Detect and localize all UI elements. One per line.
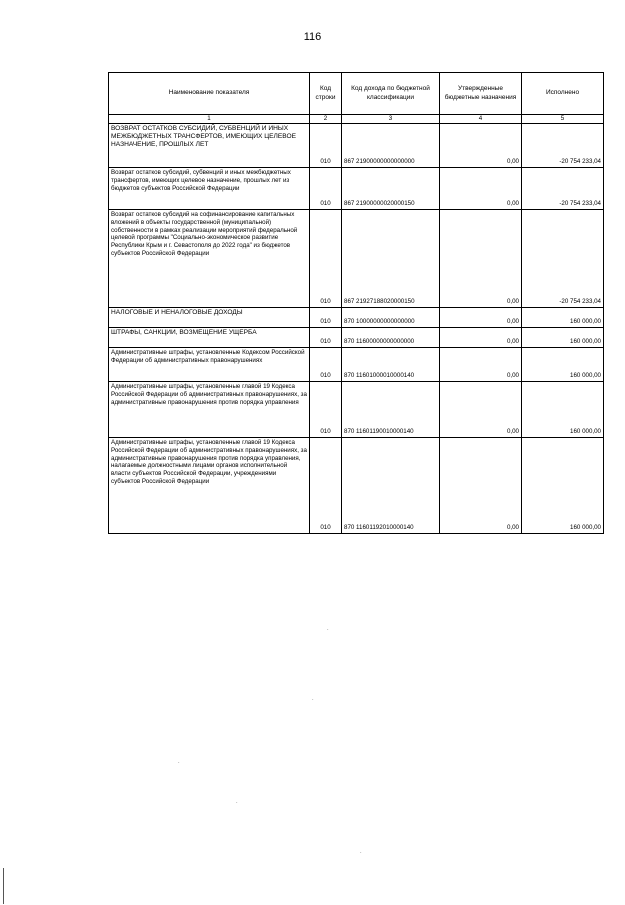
table-row [109,382,604,438]
column-number: 4 [440,115,522,124]
row-income-code: 867 21900000020000150 [342,168,440,210]
scan-speck: · [327,627,329,633]
row-approved: 0,00 [440,168,522,210]
table-row [109,328,604,348]
table-row [109,348,604,382]
row-approved: 0,00 [440,308,522,328]
row-executed: 160 000,00 [522,348,604,382]
row-line-code: 010 [310,210,342,308]
row-name: Возврат остатков субсидий на софинансирование капитальных вложений в объекты государственной (муниципальной) собственности в рамках реализации мероприятий федеральной целевой программы "Социально-экономическое развитие Республики Крым и г. Севастополя до 2022 года" из бюджетов субъектов Российской Федерации [109,210,310,308]
column-number: 5 [522,115,604,124]
row-name: Возврат остатков субсидий, субвенций и иных межбюджетных трансфертов, имеющих целевое назначение, прошлых лет из бюджетов субъектов Российской Федерации [109,168,310,210]
row-income-code: 870 11601192010000140 [342,438,440,534]
row-income-code: 870 10000000000000000 [342,308,440,328]
page-number: 116 [303,31,322,43]
row-approved: 0,00 [440,124,522,168]
scan-speck: · [178,760,180,766]
table-row [109,124,604,168]
header-line-code: Код строки [310,73,342,115]
row-name: Административные штрафы, установленные главой 19 Кодекса Российской Федерации об административных правонарушениях, за административные правонарушения против порядка управления [109,382,310,438]
row-line-code: 010 [310,438,342,534]
table-header-row [109,73,604,115]
table-row [109,168,604,210]
row-income-code: 867 21927188020000150 [342,210,440,308]
row-approved: 0,00 [440,348,522,382]
scan-margin-mark [3,868,4,904]
table-row [109,308,604,328]
header-approved: Утвержденные бюджетные назначения [440,73,522,115]
row-executed: 160 000,00 [522,328,604,348]
header-income-code: Код дохода по бюджетной классификации [342,73,440,115]
row-line-code: 010 [310,168,342,210]
row-line-code: 010 [310,124,342,168]
row-name: НАЛОГОВЫЕ И НЕНАЛОГОВЫЕ ДОХОДЫ [109,308,310,328]
header-indicator-name: Наименование показателя [109,73,310,115]
row-executed: -20 754 233,04 [522,124,604,168]
scan-speck: · [236,800,238,806]
column-number-row [109,115,604,124]
row-executed: 160 000,00 [522,308,604,328]
row-income-code: 870 11601190010000140 [342,382,440,438]
column-number: 3 [342,115,440,124]
row-line-code: 010 [310,328,342,348]
row-approved: 0,00 [440,438,522,534]
row-approved: 0,00 [440,210,522,308]
row-line-code: 010 [310,348,342,382]
budget-execution-table [108,72,604,534]
row-executed: -20 754 233,04 [522,168,604,210]
row-approved: 0,00 [440,382,522,438]
row-line-code: 010 [310,382,342,438]
column-number: 2 [310,115,342,124]
row-name: ВОЗВРАТ ОСТАТКОВ СУБСИДИЙ, СУБВЕНЦИЙ И ИНЫХ МЕЖБЮДЖЕТНЫХ ТРАНСФЕРТОВ, ИМЕЮЩИХ ЦЕЛЕВОЕ НАЗНАЧЕНИЕ, ПРОШЛЫХ ЛЕТ [109,124,310,168]
row-executed: 160 000,00 [522,382,604,438]
row-executed: -20 754 233,04 [522,210,604,308]
scan-speck: · [360,850,362,856]
table-row [109,438,604,534]
row-income-code: 870 11600000000000000 [342,328,440,348]
row-income-code: 867 21900000000000000 [342,124,440,168]
row-income-code: 870 11601000010000140 [342,348,440,382]
row-approved: 0,00 [440,328,522,348]
scan-speck: · [312,697,314,703]
row-executed: 160 000,00 [522,438,604,534]
row-line-code: 010 [310,308,342,328]
header-executed: Исполнено [522,73,604,115]
column-number: 1 [109,115,310,124]
table-row [109,210,604,308]
row-name: ШТРАФЫ, САНКЦИИ, ВОЗМЕЩЕНИЕ УЩЕРБА [109,328,310,348]
row-name: Административные штрафы, установленные Кодексом Российской Федерации об административных правонарушениях [109,348,310,382]
row-name: Административные штрафы, установленные главой 19 Кодекса Российской Федерации об административных правонарушениях, за административные правонарушения против порядка управления, налагаемые должностными лицами органов исполнительной власти субъектов Российской Федерации, учреждениями субъектов Российской Федерации [109,438,310,534]
